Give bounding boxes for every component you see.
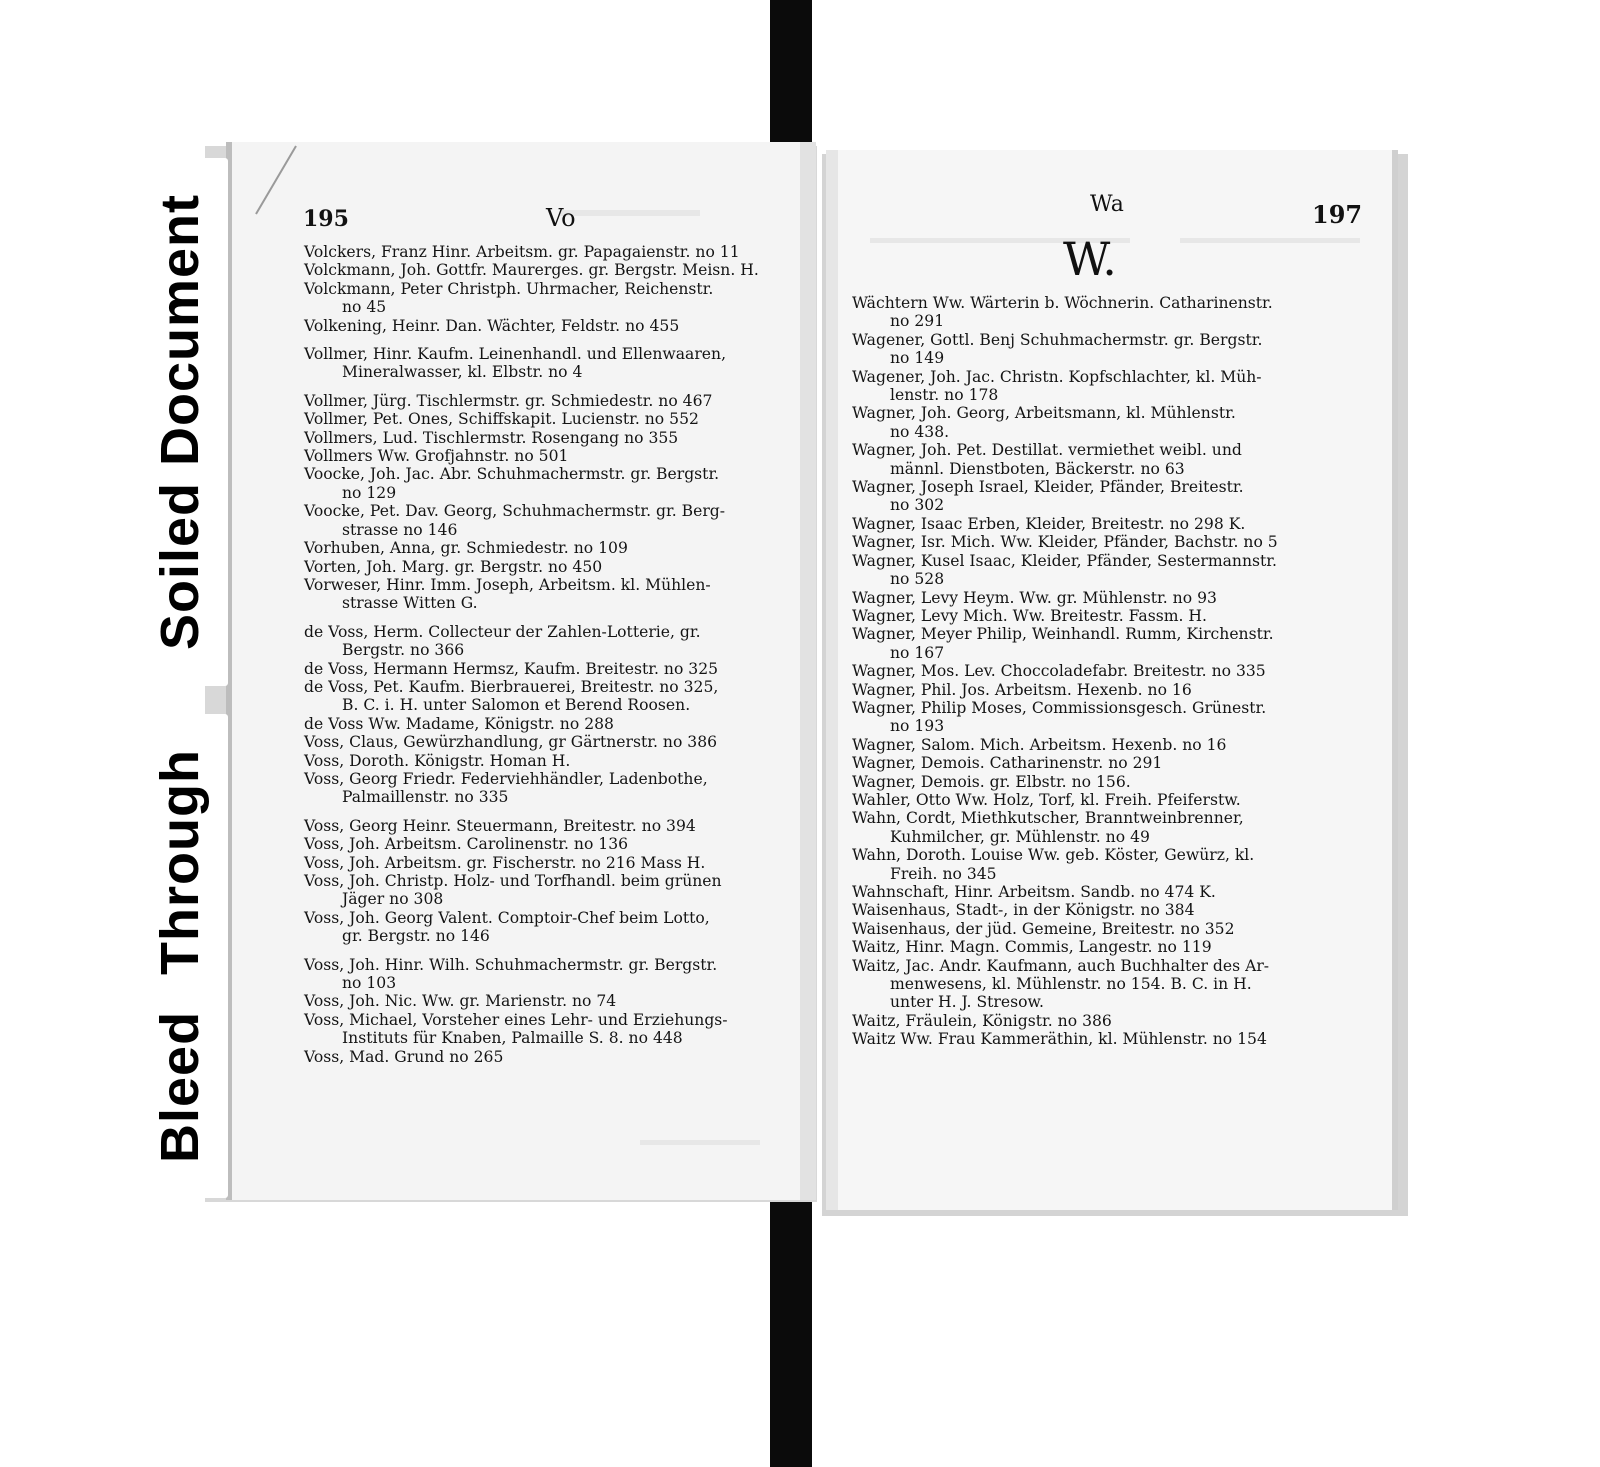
entry-line: Voss, Joh. Georg Valent. Comptoir-Chef beim Lotto,: [304, 908, 710, 927]
entry-line: Wagner, Salom. Mich. Arbeitsm. Hexenb. no 16: [852, 735, 1227, 754]
directory-entry: [852, 736, 1352, 754]
directory-entry: [304, 243, 804, 261]
entry-continuation-line: Instituts für Knaben, Palmaille S. 8. no 448: [342, 1029, 683, 1048]
entry-line: Waisenhaus, Stadt-, in der Königstr. no 384: [852, 901, 1195, 920]
entry-line: Volckmann, Peter Christph. Uhrmacher, Reichenstr.: [304, 279, 714, 298]
directory-entry: [852, 515, 1352, 533]
directory-entry: [852, 1012, 1352, 1030]
directory-entry: [304, 429, 804, 447]
entry-line: Wagener, Joh. Jac. Christn. Kopfschlachter, kl. Müh-: [852, 367, 1262, 386]
right-page-number: 197: [1312, 200, 1363, 229]
entry-line: Vorten, Joh. Marg. gr. Bergstr. no 450: [304, 557, 603, 576]
directory-entry: [304, 835, 804, 853]
directory-entry: [304, 733, 804, 751]
entry-continuation-line: no 103: [342, 974, 397, 993]
directory-entry: [852, 589, 1352, 607]
entry-line: Wagener, Gottl. Benj Schuhmachermstr. gr. Bergstr.: [852, 330, 1263, 349]
directory-entry: [852, 920, 1352, 938]
directory-entry: [852, 846, 1352, 883]
entry-line: Voss, Joh. Arbeitsm. Carolinenstr. no 136: [304, 835, 629, 854]
directory-entry: [304, 817, 804, 835]
entry-line: Wagner, Isaac Erben, Kleider, Breitestr. no 298 K.: [852, 514, 1246, 533]
entry-line: Vollmers Ww. Grofjahnstr. no 501: [304, 447, 569, 466]
directory-entry: [304, 992, 804, 1010]
entry-line: Vorweser, Hinr. Imm. Joseph, Arbeitsm. kl. Mühlen-: [304, 575, 711, 594]
directory-entry: [304, 261, 804, 279]
entry-continuation-line: strasse Witten G.: [342, 594, 478, 613]
directory-entry: [304, 854, 804, 872]
directory-entry: [852, 478, 1352, 515]
entry-line: Volckers, Franz Hinr. Arbeitsm. gr. Papagaienstr. no 11: [304, 243, 740, 261]
entry-line: Voss, Joh. Nic. Ww. gr. Marienstr. no 74: [304, 992, 617, 1011]
entry-line: Voocke, Pet. Dav. Georg, Schuhmachermstr. gr. Berg-: [304, 502, 726, 521]
entry-line: Wahler, Otto Ww. Holz, Torf, kl. Freih. Pfeiferstw.: [852, 790, 1241, 809]
directory-entry: [852, 552, 1352, 589]
entry-line: Volkening, Heinr. Dan. Wächter, Feldstr. no 455: [304, 316, 680, 335]
right-page-entries: [852, 294, 1352, 1049]
directory-entry: [852, 993, 1352, 1011]
entry-line: Wagner, Levy Heym. Ww. gr. Mühlenstr. no 93: [852, 588, 1217, 607]
soiled-document-tag: [132, 158, 228, 686]
entry-continuation-line: no 149: [890, 349, 945, 368]
entry-continuation-line: Bergstr. no 366: [342, 641, 465, 660]
entry-continuation-line: lenstr. no 178: [890, 386, 999, 405]
entry-continuation-line: gr. Bergstr. no 146: [342, 927, 490, 946]
entry-line: Wagner, Joh. Pet. Destillat. vermiethet weibl. und: [852, 441, 1242, 460]
directory-entry: [852, 957, 1352, 994]
entry-continuation-line: Palmaillenstr. no 335: [342, 788, 509, 807]
directory-entry: [304, 539, 804, 557]
entry-line: Voss, Joh. Arbeitsm. gr. Fischerstr. no 216 Mass H.: [304, 853, 706, 872]
directory-entry: [852, 607, 1352, 625]
entry-line: Wagner, Joseph Israel, Kleider, Pfänder, Breitestr.: [852, 478, 1244, 497]
directory-entry: [852, 294, 1352, 331]
bleed-through-tag: [132, 714, 228, 1198]
directory-entry: [852, 1030, 1352, 1048]
entry-continuation-line: no 129: [342, 483, 397, 502]
directory-entry: [304, 678, 804, 715]
entry-line: Voss, Joh. Hinr. Wilh. Schuhmachermstr. gr. Bergstr.: [304, 955, 718, 974]
entry-line: Wahnschaft, Hinr. Arbeitsm. Sandb. no 474 K.: [852, 883, 1216, 901]
entry-line: Voss, Doroth. Königstr. Homan H.: [304, 751, 571, 770]
entry-line: Wagner, Meyer Philip, Weinhandl. Rumm, Kirchenstr.: [852, 625, 1274, 644]
directory-entry: [852, 662, 1352, 680]
directory-entry: [304, 280, 804, 317]
directory-entry: [304, 1048, 804, 1066]
entry-line: Waisenhaus, der jüd. Gemeine, Breitestr. no 352: [852, 919, 1235, 938]
entry-line: de Voss, Herm. Collecteur der Zahlen-Lotterie, gr.: [304, 622, 701, 641]
entry-continuation-line: Mineralwasser, kl. Elbstr. no 4: [342, 363, 583, 382]
entry-continuation-line: no 167: [890, 643, 945, 662]
directory-entry: [304, 715, 804, 733]
entry-gap: [304, 335, 804, 345]
entry-line: Vollmers, Lud. Tischlermstr. Rosengang no 355: [304, 428, 679, 447]
directory-entry: [852, 883, 1352, 901]
section-letter: W.: [1063, 232, 1117, 286]
entry-continuation-line: Freih. no 345: [890, 864, 997, 883]
entry-line: Vollmer, Jürg. Tischlermstr. gr. Schmiedestr. no 467: [304, 391, 713, 410]
directory-entry: [304, 770, 804, 807]
directory-entry: [304, 576, 804, 613]
entry-line: Waitz Ww. Frau Kammeräthin, kl. Mühlenstr. no 154: [852, 1030, 1267, 1049]
directory-entry: [304, 623, 804, 660]
directory-entry: [304, 872, 804, 909]
directory-entry: [852, 754, 1352, 772]
entry-continuation-line: strasse no 146: [342, 520, 458, 539]
entry-line: Voss, Mad. Grund no 265: [304, 1047, 504, 1066]
entry-continuation-line: no 291: [890, 312, 945, 331]
entry-continuation-line: männl. Dienstboten, Bäckerstr. no 63: [890, 459, 1185, 478]
entry-continuation-line: unter H. J. Stresow.: [890, 993, 1044, 1012]
directory-entry: [852, 938, 1352, 956]
directory-entry: [304, 317, 804, 335]
entry-line: Wagner, Joh. Georg, Arbeitsmann, kl. Mühlenstr.: [852, 404, 1236, 423]
entry-line: de Voss Ww. Madame, Königstr. no 288: [304, 714, 614, 733]
entry-line: de Voss, Hermann Hermsz, Kaufm. Breitestr. no 325: [304, 659, 719, 678]
entry-line: Voss, Joh. Christp. Holz- und Torfhandl. beim grünen: [304, 872, 722, 890]
left-page-number: 195: [303, 206, 349, 232]
entry-line: Wagner, Demois. gr. Elbstr. no 156.: [852, 772, 1131, 791]
entry-continuation-line: no 438.: [890, 422, 950, 441]
entry-line: Vollmer, Hinr. Kaufm. Leinenhandl. und Ellenwaaren,: [304, 345, 727, 364]
entry-line: Wächtern Ww. Wärterin b. Wöchnerin. Catharinenstr.: [852, 294, 1273, 312]
directory-entry: [304, 410, 804, 428]
directory-entry: [852, 368, 1352, 405]
right-page-header: Wa: [1090, 192, 1124, 217]
entry-line: Waitz, Jac. Andr. Kaufmann, auch Buchhalter des Ar-: [852, 956, 1270, 975]
entry-gap: [304, 946, 804, 956]
entry-line: Voss, Georg Friedr. Federviehhändler, Ladenbothe,: [304, 769, 708, 788]
entry-continuation-line: menwesens, kl. Mühlenstr. no 154. B. C. in H.: [890, 975, 1252, 994]
directory-entry: [852, 404, 1352, 441]
entry-line: de Voss, Pet. Kaufm. Bierbrauerei, Breitestr. no 325,: [304, 677, 719, 696]
entry-line: Volckmann, Joh. Gottfr. Maurerges. gr. Bergstr. Meisn. H.: [304, 261, 759, 280]
directory-entry: [852, 331, 1352, 368]
directory-entry: [852, 441, 1352, 478]
directory-entry: [852, 901, 1352, 919]
directory-entry: [304, 956, 804, 993]
entry-gap: [304, 807, 804, 817]
directory-entry: [304, 660, 804, 678]
directory-entry: [304, 392, 804, 410]
entry-continuation-line: no 302: [890, 496, 945, 515]
entry-line: Wagner, Philip Moses, Commissionsgesch. Grünestr.: [852, 698, 1267, 717]
directory-entry: [852, 791, 1352, 809]
directory-entry: [304, 345, 804, 382]
directory-entry: [852, 681, 1352, 699]
entry-line: Voss, Georg Heinr. Steuermann, Breitestr. no 394: [304, 816, 696, 835]
entry-line: Voss, Claus, Gewürzhandlung, gr Gärtnerstr. no 386: [304, 733, 718, 752]
bleed-through-label: Bleed Through: [150, 749, 210, 1163]
directory-entry: [304, 752, 804, 770]
entry-continuation-line: Jäger no 308: [342, 890, 444, 909]
entry-line: Wagner, Isr. Mich. Ww. Kleider, Pfänder, Bachstr. no 5: [852, 533, 1278, 552]
entry-continuation-line: no 45: [342, 298, 387, 317]
directory-entry: [852, 533, 1352, 551]
directory-entry: [304, 558, 804, 576]
entry-line: Vollmer, Pet. Ones, Schiffskapit. Lucienstr. no 552: [304, 410, 699, 429]
directory-entry: [852, 773, 1352, 791]
entry-continuation-line: no 193: [890, 717, 945, 736]
entry-gap: [304, 382, 804, 392]
entry-line: Wagner, Demois. Catharinenstr. no 291: [852, 754, 1163, 773]
entry-line: Vorhuben, Anna, gr. Schmiedestr. no 109: [304, 539, 628, 558]
entry-line: Voss, Michael, Vorsteher eines Lehr- und Erziehungs-: [304, 1010, 728, 1029]
directory-entry: [304, 447, 804, 465]
entry-line: Wahn, Doroth. Louise Ww. geb. Köster, Gewürz, kl.: [852, 846, 1255, 865]
soiled-document-label: Soiled Document: [150, 193, 210, 651]
left-page-header: Vo: [546, 204, 576, 232]
directory-entry: [304, 1011, 804, 1048]
entry-line: Wahn, Cordt, Miethkutscher, Branntweinbrenner,: [852, 809, 1244, 828]
entry-line: Wagner, Phil. Jos. Arbeitsm. Hexenb. no 16: [852, 680, 1192, 699]
entry-continuation-line: no 528: [890, 570, 945, 589]
directory-entry: [304, 909, 804, 946]
entry-line: Voocke, Joh. Jac. Abr. Schuhmachermstr. gr. Bergstr.: [304, 465, 720, 484]
left-page-entries: [304, 243, 804, 1066]
entry-line: Wagner, Kusel Isaac, Kleider, Pfänder, Sestermannstr.: [852, 551, 1277, 570]
directory-entry: [852, 699, 1352, 736]
entry-line: Waitz, Hinr. Magn. Commis, Langestr. no 119: [852, 938, 1212, 957]
directory-entry: [852, 625, 1352, 662]
directory-entry: [304, 502, 804, 539]
directory-entry: [304, 465, 804, 502]
entry-line: Wagner, Levy Mich. Ww. Breitestr. Fassm. H.: [852, 606, 1207, 625]
entry-line: Waitz, Fräulein, Königstr. no 386: [852, 1011, 1112, 1030]
entry-line: Wagner, Mos. Lev. Choccoladefabr. Breitestr. no 335: [852, 662, 1266, 681]
entry-continuation-line: B. C. i. H. unter Salomon et Berend Roosen.: [342, 696, 691, 715]
entry-continuation-line: Kuhmilcher, gr. Mühlenstr. no 49: [890, 827, 1150, 846]
directory-entry: [852, 809, 1352, 846]
entry-gap: [304, 613, 804, 623]
